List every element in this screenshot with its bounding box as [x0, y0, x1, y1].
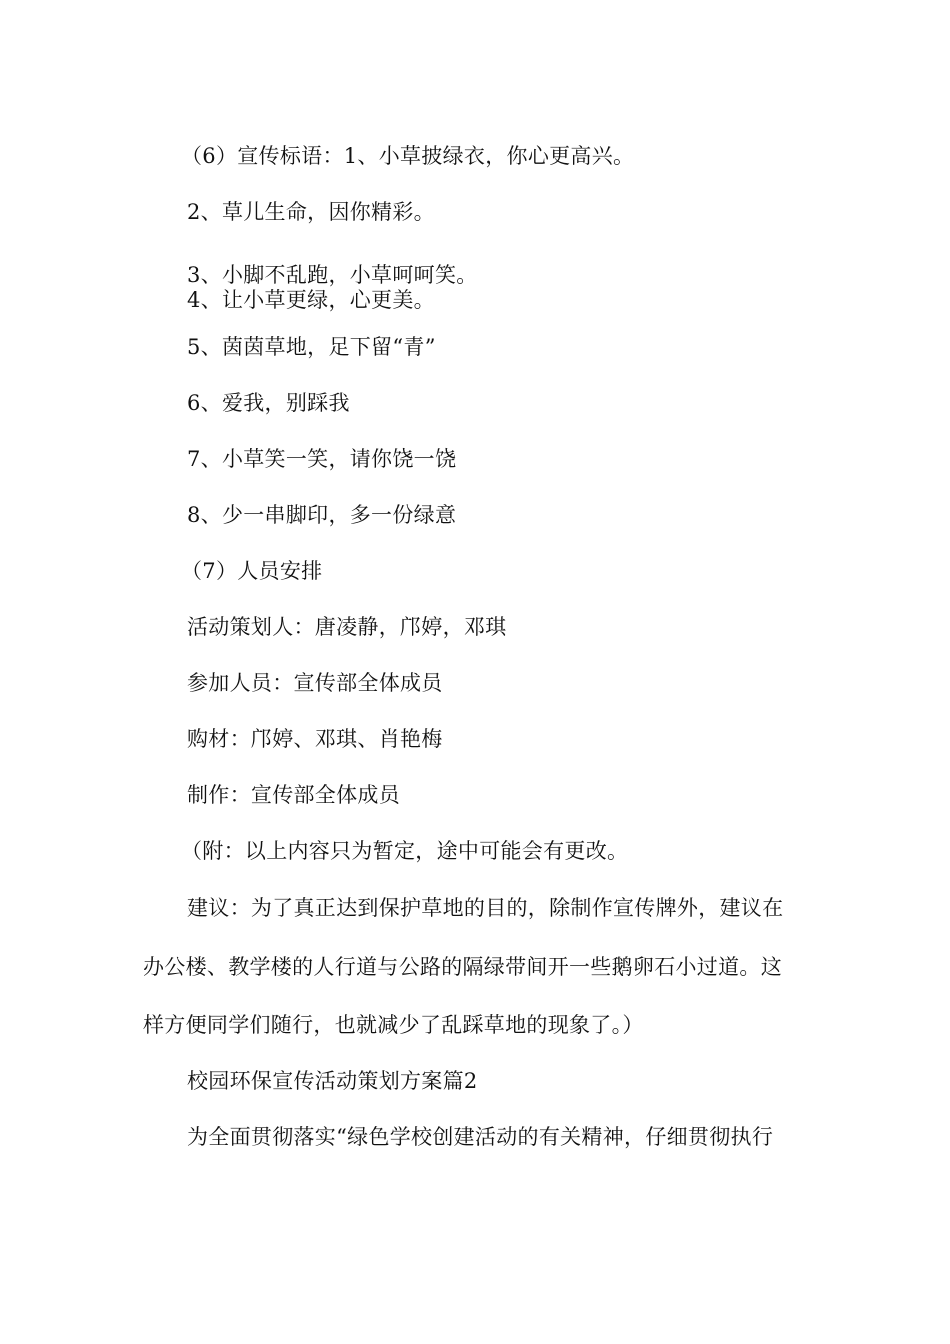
slogan-line-2: 2、草儿生命，因你精彩。: [187, 200, 435, 224]
staff-heading: （7）人员安排: [181, 559, 323, 583]
note-line: （附：以上内容只为暂定，途中可能会有更改。: [181, 839, 629, 863]
suggestion-line-3: 样方便同学们随行，也就减少了乱踩草地的现象了。）: [143, 1013, 644, 1037]
slogan-line-6: 6、爱我，别踩我: [187, 391, 350, 415]
section-2-intro-line: 为全面贯彻落实“绿色学校创建活动的有关精神，仔细贯彻执行: [187, 1125, 774, 1149]
suggestion-line-2: 办公楼、教学楼的人行道与公路的隔绿带间开一些鹅卵石小过道。这: [143, 955, 782, 979]
staff-participants: 参加人员：宣传部全体成员: [187, 671, 443, 695]
slogan-line-3: 3、小脚不乱跑，小草呵呵笑。: [187, 263, 478, 287]
staff-production: 制作：宣传部全体成员: [187, 783, 400, 807]
slogan-line-7: 7、小草笑一笑，请你饶一饶: [187, 447, 457, 471]
slogan-line-5: 5、茵茵草地，足下留“青”: [187, 335, 436, 359]
slogan-heading-line: （6）宣传标语：1、小草披绿衣，你心更高兴。: [181, 144, 635, 168]
slogan-line-8: 8、少一串脚印，多一份绿意: [187, 503, 457, 527]
slogan-line-4: 4、让小草更绿，心更美。: [187, 288, 435, 312]
section-title-2: 校园环保宣传活动策划方案篇2: [187, 1069, 478, 1093]
staff-purchasing: 购材：邝婷、邓琪、肖艳梅: [187, 727, 443, 751]
staff-planners: 活动策划人：唐凌静，邝婷，邓琪: [187, 615, 507, 639]
suggestion-line-1: 建议：为了真正达到保护草地的目的，除制作宣传牌外，建议在: [187, 896, 784, 920]
